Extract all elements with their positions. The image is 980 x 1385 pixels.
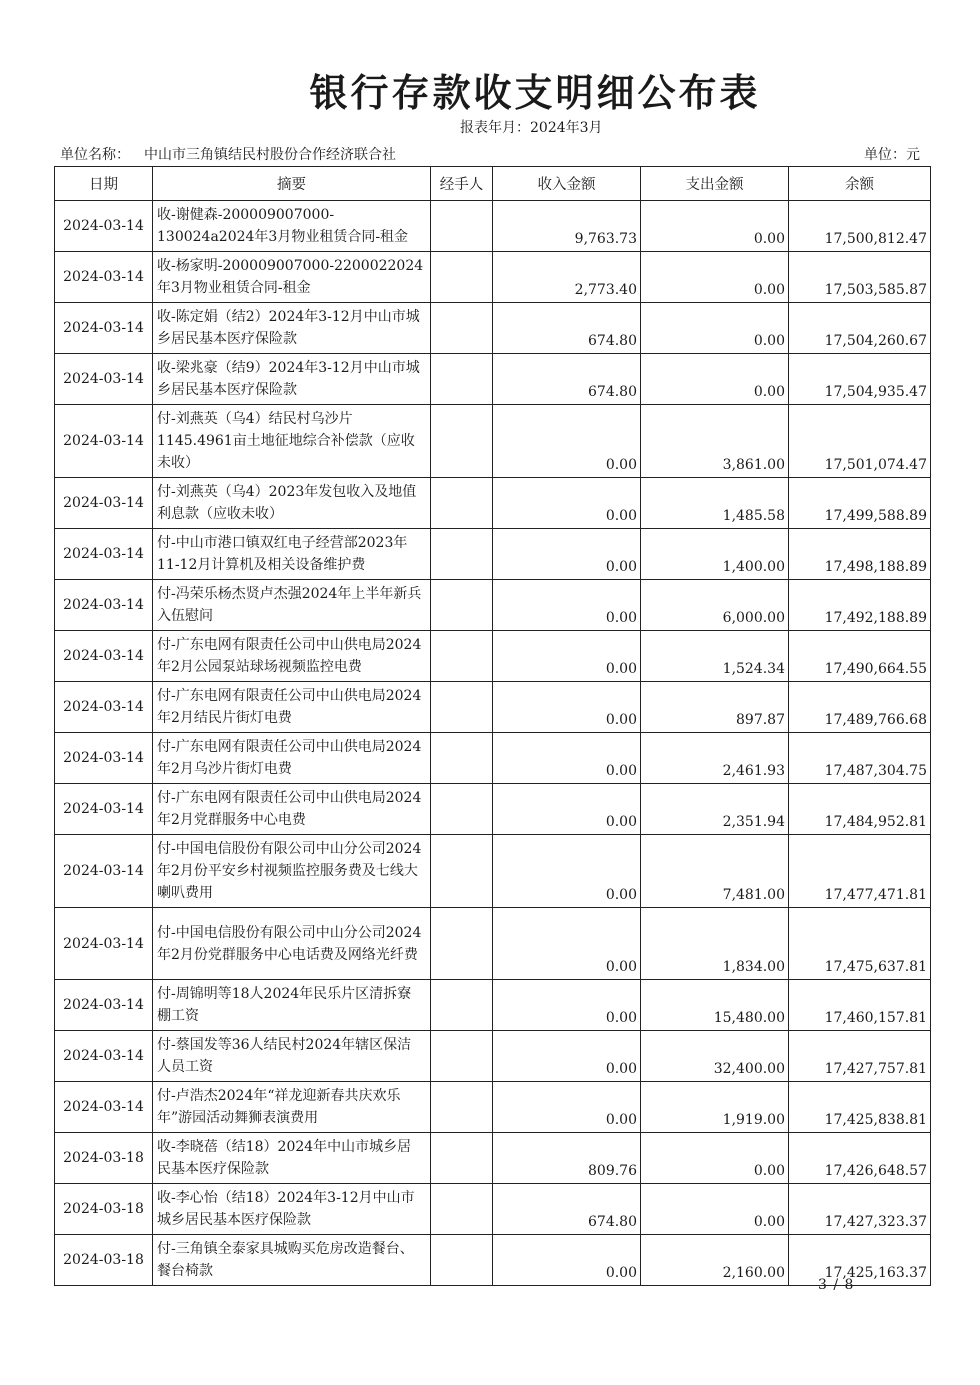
cell-balance: 17,475,637.81 <box>789 908 931 980</box>
cell-summary: 收-李心怡（结18）2024年3-12月中山市城乡居民基本医疗保险款 <box>153 1184 431 1235</box>
cell-summary: 付-中山市港口镇双红电子经营部2023年11-12月计算机及相关设备维护费 <box>153 529 431 580</box>
table-row <box>55 784 931 835</box>
cell-income: 0.00 <box>493 1235 641 1286</box>
cell-date: 2024-03-14 <box>55 631 153 682</box>
cell-summary: 付-广东电网有限责任公司中山供电局2024年2月公园泵站球场视频监控电费 <box>153 631 431 682</box>
cell-balance: 17,492,188.89 <box>789 580 931 631</box>
cell-income: 0.00 <box>493 1082 641 1133</box>
cell-income: 0.00 <box>493 580 641 631</box>
cell-income: 0.00 <box>493 980 641 1031</box>
cell-balance: 17,427,757.81 <box>789 1031 931 1082</box>
cell-summary: 付-卢浩杰2024年“祥龙迎新春共庆欢乐年”游园活动舞狮表演费用 <box>153 1082 431 1133</box>
cell-handler <box>431 908 493 980</box>
cell-income: 809.76 <box>493 1133 641 1184</box>
table-row <box>55 201 931 252</box>
table-row <box>55 252 931 303</box>
col-header-expense: 支出金额 <box>641 167 789 201</box>
cell-date: 2024-03-14 <box>55 1082 153 1133</box>
cell-handler <box>431 784 493 835</box>
cell-expense: 2,461.93 <box>641 733 789 784</box>
col-header-handler: 经手人 <box>431 167 493 201</box>
cell-handler <box>431 201 493 252</box>
table-row <box>55 478 931 529</box>
cell-income: 0.00 <box>493 1031 641 1082</box>
cell-income: 0.00 <box>493 682 641 733</box>
cell-date: 2024-03-14 <box>55 354 153 405</box>
table-row <box>55 1184 931 1235</box>
table-row <box>55 1133 931 1184</box>
table-row <box>55 908 931 980</box>
cell-expense: 897.87 <box>641 682 789 733</box>
unit-name-value: 中山市三角镇结民村股份合作经济联合社 <box>144 147 396 163</box>
cell-handler <box>431 354 493 405</box>
cell-balance: 17,499,588.89 <box>789 478 931 529</box>
cell-summary: 收-梁兆豪（结9）2024年3-12月中山市城乡居民基本医疗保险款 <box>153 354 431 405</box>
cell-date: 2024-03-14 <box>55 478 153 529</box>
table-row <box>55 682 931 733</box>
page-title: 银行存款收支明细公布表 <box>309 71 761 115</box>
cell-handler <box>431 682 493 733</box>
col-header-summary: 摘要 <box>153 167 431 201</box>
cell-income: 9,763.73 <box>493 201 641 252</box>
report-period: 报表年月：2024年3月 <box>460 120 603 136</box>
table-row <box>55 405 931 478</box>
cell-handler <box>431 1133 493 1184</box>
cell-income: 0.00 <box>493 784 641 835</box>
cell-summary: 付-中国电信股份有限公司中山分公司2024年2月份平安乡村视频监控服务费及七线大喇叭费用 <box>153 835 431 908</box>
cell-handler <box>431 1082 493 1133</box>
cell-date: 2024-03-14 <box>55 733 153 784</box>
cell-balance: 17,504,935.47 <box>789 354 931 405</box>
table-header-row <box>55 167 931 201</box>
cell-income: 0.00 <box>493 835 641 908</box>
currency-unit: 单位：元 <box>864 147 920 163</box>
cell-balance: 17,498,188.89 <box>789 529 931 580</box>
cell-summary: 付-周锦明等18人2024年民乐片区清拆寮棚工资 <box>153 980 431 1031</box>
cell-date: 2024-03-14 <box>55 980 153 1031</box>
cell-expense: 6,000.00 <box>641 580 789 631</box>
cell-summary: 付-冯荣乐杨杰贤卢杰强2024年上半年新兵入伍慰问 <box>153 580 431 631</box>
cell-date: 2024-03-14 <box>55 1031 153 1082</box>
table-row <box>55 835 931 908</box>
cell-income: 2,773.40 <box>493 252 641 303</box>
cell-summary: 付-蔡国发等36人结民村2024年辖区保洁人员工资 <box>153 1031 431 1082</box>
cell-handler <box>431 631 493 682</box>
cell-expense: 15,480.00 <box>641 980 789 1031</box>
cell-income: 0.00 <box>493 908 641 980</box>
cell-balance: 17,477,471.81 <box>789 835 931 908</box>
cell-balance: 17,489,766.68 <box>789 682 931 733</box>
cell-expense: 1,834.00 <box>641 908 789 980</box>
table-row <box>55 733 931 784</box>
col-header-income: 收入金额 <box>493 167 641 201</box>
cell-balance: 17,460,157.81 <box>789 980 931 1031</box>
cell-balance: 17,427,323.37 <box>789 1184 931 1235</box>
cell-income: 674.80 <box>493 1184 641 1235</box>
unit-name-line <box>60 144 396 164</box>
table-row <box>55 1235 931 1286</box>
table-row <box>55 354 931 405</box>
cell-balance: 17,503,585.87 <box>789 252 931 303</box>
cell-date: 2024-03-18 <box>55 1133 153 1184</box>
cell-date: 2024-03-14 <box>55 303 153 354</box>
cell-handler <box>431 1031 493 1082</box>
cell-summary: 付-刘燕英（乌4）结民村乌沙片1145.4961亩土地征地综合补偿款（应收未收） <box>153 405 431 478</box>
cell-expense: 7,481.00 <box>641 835 789 908</box>
cell-expense: 2,351.94 <box>641 784 789 835</box>
cell-expense: 1,400.00 <box>641 529 789 580</box>
cell-income: 674.80 <box>493 354 641 405</box>
cell-date: 2024-03-14 <box>55 252 153 303</box>
cell-expense: 0.00 <box>641 1133 789 1184</box>
page-number: 3 / 8 <box>818 1277 855 1293</box>
cell-balance: 17,501,074.47 <box>789 405 931 478</box>
cell-handler <box>431 1235 493 1286</box>
cell-date: 2024-03-18 <box>55 1235 153 1286</box>
cell-summary: 收-李晓蓓（结18）2024年中山市城乡居民基本医疗保险款 <box>153 1133 431 1184</box>
cell-balance: 17,425,163.37 <box>789 1235 931 1286</box>
cell-date: 2024-03-18 <box>55 1184 153 1235</box>
cell-expense: 0.00 <box>641 201 789 252</box>
cell-income: 0.00 <box>493 529 641 580</box>
cell-summary: 收-杨家明-200009007000-2200022024年3月物业租赁合同-租金 <box>153 252 431 303</box>
cell-expense: 0.00 <box>641 354 789 405</box>
cell-date: 2024-03-14 <box>55 529 153 580</box>
cell-expense: 1,485.58 <box>641 478 789 529</box>
cell-handler <box>431 1184 493 1235</box>
cell-expense: 0.00 <box>641 252 789 303</box>
table-row <box>55 529 931 580</box>
table-row <box>55 580 931 631</box>
cell-date: 2024-03-14 <box>55 835 153 908</box>
cell-income: 0.00 <box>493 631 641 682</box>
cell-balance: 17,484,952.81 <box>789 784 931 835</box>
cell-expense: 2,160.00 <box>641 1235 789 1286</box>
cell-date: 2024-03-14 <box>55 908 153 980</box>
table-row <box>55 1082 931 1133</box>
cell-date: 2024-03-14 <box>55 580 153 631</box>
unit-name-label: 单位名称： <box>60 147 130 163</box>
cell-expense: 32,400.00 <box>641 1031 789 1082</box>
cell-summary: 收-谢健森-200009007000-130024a2024年3月物业租赁合同-租金 <box>153 201 431 252</box>
cell-handler <box>431 835 493 908</box>
cell-handler <box>431 733 493 784</box>
cell-handler <box>431 980 493 1031</box>
cell-summary: 付-广东电网有限责任公司中山供电局2024年2月党群服务中心电费 <box>153 784 431 835</box>
cell-income: 674.80 <box>493 303 641 354</box>
table-row <box>55 303 931 354</box>
cell-date: 2024-03-14 <box>55 405 153 478</box>
cell-expense: 0.00 <box>641 303 789 354</box>
cell-balance: 17,425,838.81 <box>789 1082 931 1133</box>
table-row <box>55 980 931 1031</box>
cell-balance: 17,490,664.55 <box>789 631 931 682</box>
cell-summary: 付-刘燕英（乌4）2023年发包收入及地值利息款（应收未收） <box>153 478 431 529</box>
cell-income: 0.00 <box>493 733 641 784</box>
cell-handler <box>431 405 493 478</box>
cell-handler <box>431 478 493 529</box>
cell-income: 0.00 <box>493 405 641 478</box>
table-body <box>55 201 931 1286</box>
cell-handler <box>431 580 493 631</box>
cell-date: 2024-03-14 <box>55 682 153 733</box>
cell-balance: 17,500,812.47 <box>789 201 931 252</box>
cell-expense: 1,919.00 <box>641 1082 789 1133</box>
cell-date: 2024-03-14 <box>55 784 153 835</box>
ledger-table <box>54 166 931 1286</box>
cell-balance: 17,487,304.75 <box>789 733 931 784</box>
cell-expense: 0.00 <box>641 1184 789 1235</box>
col-header-date: 日期 <box>55 167 153 201</box>
cell-expense: 1,524.34 <box>641 631 789 682</box>
cell-summary: 付-三角镇全泰家具城购买危房改造餐台、餐台椅款 <box>153 1235 431 1286</box>
cell-handler <box>431 252 493 303</box>
cell-handler <box>431 303 493 354</box>
cell-expense: 3,861.00 <box>641 405 789 478</box>
table-row <box>55 631 931 682</box>
cell-handler <box>431 529 493 580</box>
cell-summary: 付-中国电信股份有限公司中山分公司2024年2月份党群服务中心电话费及网络光纤费 <box>153 908 431 980</box>
cell-summary: 付-广东电网有限责任公司中山供电局2024年2月结民片街灯电费 <box>153 682 431 733</box>
cell-date: 2024-03-14 <box>55 201 153 252</box>
col-header-balance: 余额 <box>789 167 931 201</box>
cell-summary: 收-陈定娟（结2）2024年3-12月中山市城乡居民基本医疗保险款 <box>153 303 431 354</box>
cell-summary: 付-广东电网有限责任公司中山供电局2024年2月乌沙片街灯电费 <box>153 733 431 784</box>
table-row <box>55 1031 931 1082</box>
cell-balance: 17,426,648.57 <box>789 1133 931 1184</box>
cell-balance: 17,504,260.67 <box>789 303 931 354</box>
cell-income: 0.00 <box>493 478 641 529</box>
